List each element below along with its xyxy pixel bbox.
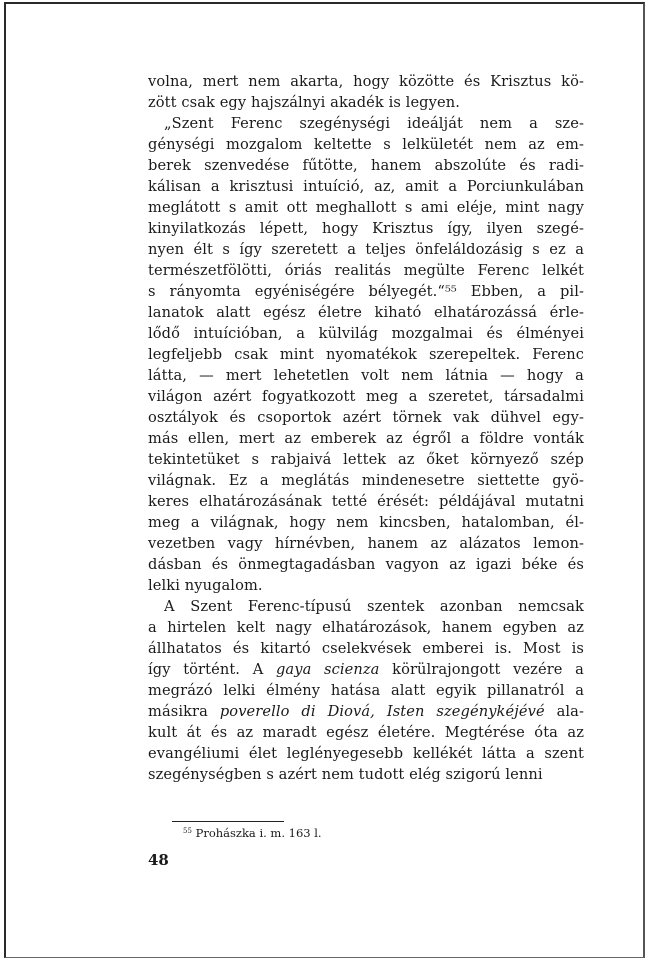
- text-line: világon azért fogyatkozott meg a szeretet, társadalmi: [148, 388, 584, 405]
- text-line: tekintetüket s rabjaivá lettek az őket környező szép: [148, 451, 584, 468]
- text-line: meglátott s amit ott meghallott s ami eléje, mint nagy: [148, 199, 584, 216]
- text-line: lődő intuícióban, a külvilág mozgalmai és élményei: [148, 325, 584, 342]
- italic-phrase: poverello di Diová, Isten szegénykéjévé: [219, 703, 545, 720]
- text-line: keres elhatározásának tetté érését: példájával mutatni: [148, 493, 584, 510]
- text-line: meg a világnak, hogy nem kincsben, hatalomban, él-: [148, 514, 584, 531]
- text-line: vezetben vagy hírnévben, hanem az alázatos lemon-: [148, 535, 584, 552]
- text-line: osztályok és csoportok azért törnek vak dühvel egy-: [148, 409, 584, 426]
- text-line: lanatok alatt egész életre kiható elhatározássá érle-: [148, 304, 584, 321]
- text-line: zött csak egy hajszálnyi akadék is legyen.: [148, 94, 460, 111]
- text-line: kinyilatkozás lépett, hogy Krisztus így, ilyen szegé-: [148, 220, 584, 237]
- italic-phrase: gaya scienza: [275, 661, 380, 678]
- footnote: [183, 823, 322, 841]
- text-line: nyen élt s így szeretett a teljes önfeláldozásig s ez a: [148, 241, 584, 258]
- text-line: legfeljebb csak mint nyomatékok szerepeltek. Ferenc: [148, 346, 584, 363]
- text-line: génységi mozgalom keltette s lelkületét nem az em-: [148, 136, 584, 153]
- body-text: [148, 71, 584, 785]
- text-line: így történt. A gaya scienza körülrajongott vezére a: [148, 661, 584, 678]
- page-number: 48: [148, 851, 169, 869]
- text-line: A Szent Ferenc-típusú szentek azonban nemcsak: [164, 598, 584, 615]
- text-line: kult át és az maradt egész életére. Megtérése óta az: [148, 724, 584, 741]
- footnote-text: Prohászka i. m. 163 l.: [195, 826, 322, 840]
- footnote-rule: [172, 821, 284, 822]
- text-line: a hirtelen kelt nagy elhatározások, hanem egyben az: [148, 619, 584, 636]
- footnote-number: 55: [183, 827, 192, 835]
- text-line: állhatatos és kitartó cselekvések emberei is. Most is: [148, 640, 584, 657]
- text-line: világnak. Ez a meglátás mindenesetre siettette gyö-: [148, 472, 584, 489]
- text-line: szegénységben s azért nem tudott elég szigorú lenni: [148, 766, 543, 783]
- text-line: másikra poverello di Diová, Isten szegénykéjévé ala-: [148, 703, 585, 720]
- text-line: dásban és önmegtagadásban vagyon az igazi béke és: [148, 556, 584, 573]
- text-line: evangéliumi élet leglényegesebb kellékét látta a szent: [148, 745, 584, 762]
- text-line: kálisan a krisztusi intuíció, az, amit a Porciunkulában: [148, 178, 584, 195]
- text-line: más ellen, mert az emberek az égről a földre vonták: [148, 430, 584, 447]
- text-line: „Szent Ferenc szegénységi ideálját nem a sze-: [164, 115, 584, 132]
- text-line: lelki nyugalom.: [148, 577, 263, 594]
- text-line: s rányomta egyéniségére bélyegét.“⁵⁵ Ebben, a pil-: [148, 283, 584, 300]
- text-line: természetfölötti, óriás realitás megülte Ferenc lelkét: [148, 262, 584, 279]
- text-line: látta, — mert lehetetlen volt nem látnia — hogy a: [148, 367, 584, 384]
- text-line: berek szenvedése fűtötte, hanem abszolúte és radi-: [148, 157, 584, 174]
- text-line: volna, mert nem akarta, hogy közötte és Krisztus kö-: [148, 73, 584, 90]
- text-line: megrázó lelki élmény hatása alatt egyik pillanatról a: [148, 682, 584, 699]
